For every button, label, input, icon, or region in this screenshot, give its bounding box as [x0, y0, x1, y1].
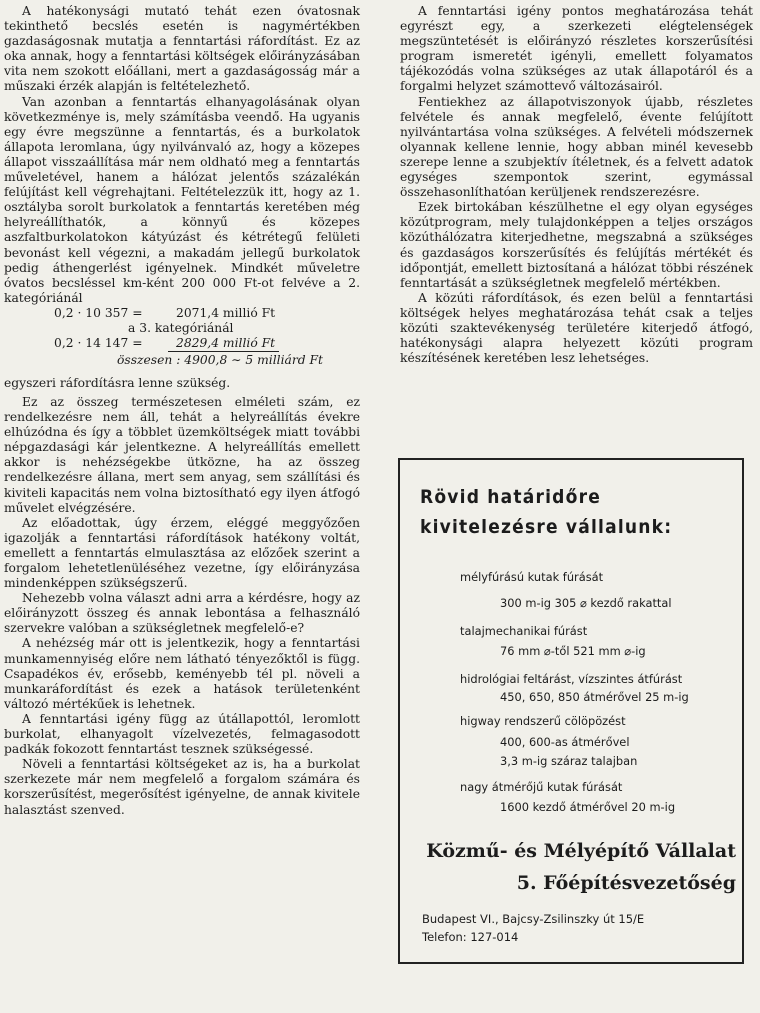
ad-service-title: mélyfúrású kutak fúrását — [460, 570, 604, 584]
calc-result-1: 2071,4 millió Ft — [176, 305, 276, 320]
calc-formula-1: 0,2 · 10 357 = — [54, 305, 143, 320]
right-column — [400, 4, 753, 366]
paragraph: Ezek birtokában készülhetne el egy olyan egységes közútprogram, mely tulajdonképpen a teljes országos közúthálózatra kiterjedhetne, megszabná a szükséges és gazdaságos korszerűsítés és felújítás mértékét és időpontját, emellett biztosítaná a hálózat többi részének fenntartását a szükségletnek megfelelő mértékben. — [400, 200, 753, 290]
ad-address: Budapest VI., Bajcsy-Zsilinszky út 15/E — [422, 912, 645, 926]
ad-service-title: nagy átmérőjű kutak fúrását — [460, 780, 623, 794]
paragraph: A közúti ráfordítások, és ezen belül a fenntartási költségek helyes meghatározása tehát csak a teljes közúti szaktevékenység területére kiterjedő átfogó, hatékonysági alapra helyezett közúti program készítésének keretében lesz lehetséges. — [400, 290, 753, 366]
ad-service-detail: 400, 600-as átmérővel — [500, 735, 630, 749]
ad-service-detail: 76 mm ⌀-től 521 mm ⌀-ig — [500, 644, 646, 658]
ad-service-detail: 3,3 m-ig száraz talajban — [500, 754, 638, 768]
ad-company-division: 5. Főépítésvezetőség — [516, 872, 736, 894]
paragraph: Az előadottak, úgy érzem, eléggé meggyőzően igazolják a fenntartási ráfordítások hatékony voltát, emellett a fenntartás elmulasztása az előzőek szerint a forgalom lehetetlenüléséhez vezetne, így előirányzása mindenképpen szükségszerű. — [4, 515, 360, 591]
paragraph: A nehézség már ott is jelentkezik, hogy a fenntartási munkamennyiség előre nem látható tényezőktől is függ. Csapadékos év, erősebb, keményebb tél pl. növeli a munkaráfordítást és ezek a hatások területenként változó mértékűek is lehetnek. — [4, 636, 360, 711]
ad-service-detail: 1600 kezdő átmérővel 20 m-ig — [500, 800, 676, 814]
ad-service-title: hidrológiai feltárást, vízszintes átfúrást — [460, 672, 683, 686]
ad-phone: Telefon: 127-014 — [422, 930, 519, 944]
ad-company-name: Közmű- és Mélyépítő Vállalat — [426, 840, 736, 862]
calc-formula-2: 0,2 · 14 147 = — [54, 335, 143, 350]
ad-service-title: talajmechanikai fúrást — [460, 624, 588, 638]
calculation-block — [4, 306, 360, 370]
left-column — [4, 4, 360, 818]
paragraph: Fentiekhez az állapotviszonyok újabb, részletes felvétele és annak megfelelő, évente felújított nyilvántartása volna szükséges. A felvételi módszernek olyannak kellene lennie, hogy abban minél kevesebb szerepe lenne a szubjektív ítéletnek, és a felvett adatok egységes szempontok szerint, egymással összehasonlíthatóan kerüljenek rendszerezésre. — [400, 94, 753, 200]
calc-result-2: 2829,4 millió Ft — [168, 336, 279, 352]
paragraph: Növeli a fenntartási költségeket az is, ha a burkolat szerkezete már nem megfelelő a forgalom számára és korszerűsítést, megerősítést igényelne, de annak kivitele halasztást szenved. — [4, 757, 360, 817]
ad-headline: Rövid határidőre — [420, 486, 601, 508]
calc-total: összesen : 4900,8 ∼ 5 milliárd Ft — [117, 352, 323, 367]
paragraph: A fenntartási igény függ az útállapottól, leromlott burkolat, elhanyagolt vízelvezetés, felmagasodott padkák fokozott fenntartást tesznek szükségessé. — [4, 711, 360, 757]
ad-service-detail: 450, 650, 850 átmérővel 25 m-ig — [500, 690, 689, 704]
paragraph: Nehezebb volna választ adni arra a kérdésre, hogy az előirányzott összeg és annak lebontása a felhasználó szervekre valóban a szükségletnek megfelelő-e? — [4, 591, 360, 636]
ad-service-detail: 300 m-ig 305 ⌀ kezdő rakattal — [500, 596, 672, 610]
ad-service-title: higway rendszerű cölöpözést — [460, 714, 626, 728]
advertisement-box — [398, 458, 744, 964]
paragraph: A hatékonysági mutató tehát ezen óvatosnak tekinthető becslés esetén is nagymértékben gazdaságosnak mutatja a fenntartási ráfordítást. Ez az oka annak, hogy a fenntartási költségek előirányzásában vita nem szokott előállani, mert a gazdaságosság már a műszaki érzék alapján is feltételezhető. — [4, 4, 360, 94]
paragraph: egyszeri ráfordításra lenne szükség. — [4, 375, 231, 390]
calc-category-label: a 3. kategóriánál — [128, 320, 234, 335]
paragraph: Ez az összeg természetesen elméleti szám, ez rendelkezésre nem áll, tehát a helyreállítás évekre elhúzódna és így a többlet üzemköltségek miatt további népgazdasági kár jelentkezne. A helyreállítás emellett akkor is nehézségekbe ütközne, ha az összeg rendelkezésre állana, mert sem anyag, sem szállítási és kiviteli kapacitás nem volna biztosítható egy ilyen átfogó művelet elvégzésére. — [4, 394, 360, 515]
paragraph: A fenntartási igény pontos meghatározása tehát egyrészt egy, a szerkezeti elégtelenségek megszüntetését is előirányzó részletes korszerűsítési program ismeretét igényli, emellett folyamatos tájékozódás volna szükséges az utak állapotáról és a forgalmi helyzet számottevő változásairól. — [400, 4, 753, 94]
paragraph: Van azonban a fenntartás elhanyagolásának olyan következménye is, mely számításba veendő. Ha ugyanis egy évre megszünne a fenntartás, és a burkolatok állapota leromlana, úgy nyilvánvaló az, hogy a közepes állapot visszaállítása már nem oldható meg a fenntartás műveletével, hanem a hálózat jelentős százalékán felújítást kell végrehajtani. Feltételezzük itt, hogy az 1. osztályba sorolt burkolatok a fenntartás keretében még helyreállíthatók, a könnyű és közepes aszfaltburkolatokon kátyúzást és kétrétegű felületi bevonást kell végezni, a makadám jellegű burkolatok pedig áthengerlést igényelnek. Mindkét műveletre óvatos becsléssel km-ként 200 000 Ft-ot felvéve a 2. kategóriánál — [4, 94, 360, 305]
ad-headline: kivitelezésre vállalunk: — [420, 516, 673, 538]
